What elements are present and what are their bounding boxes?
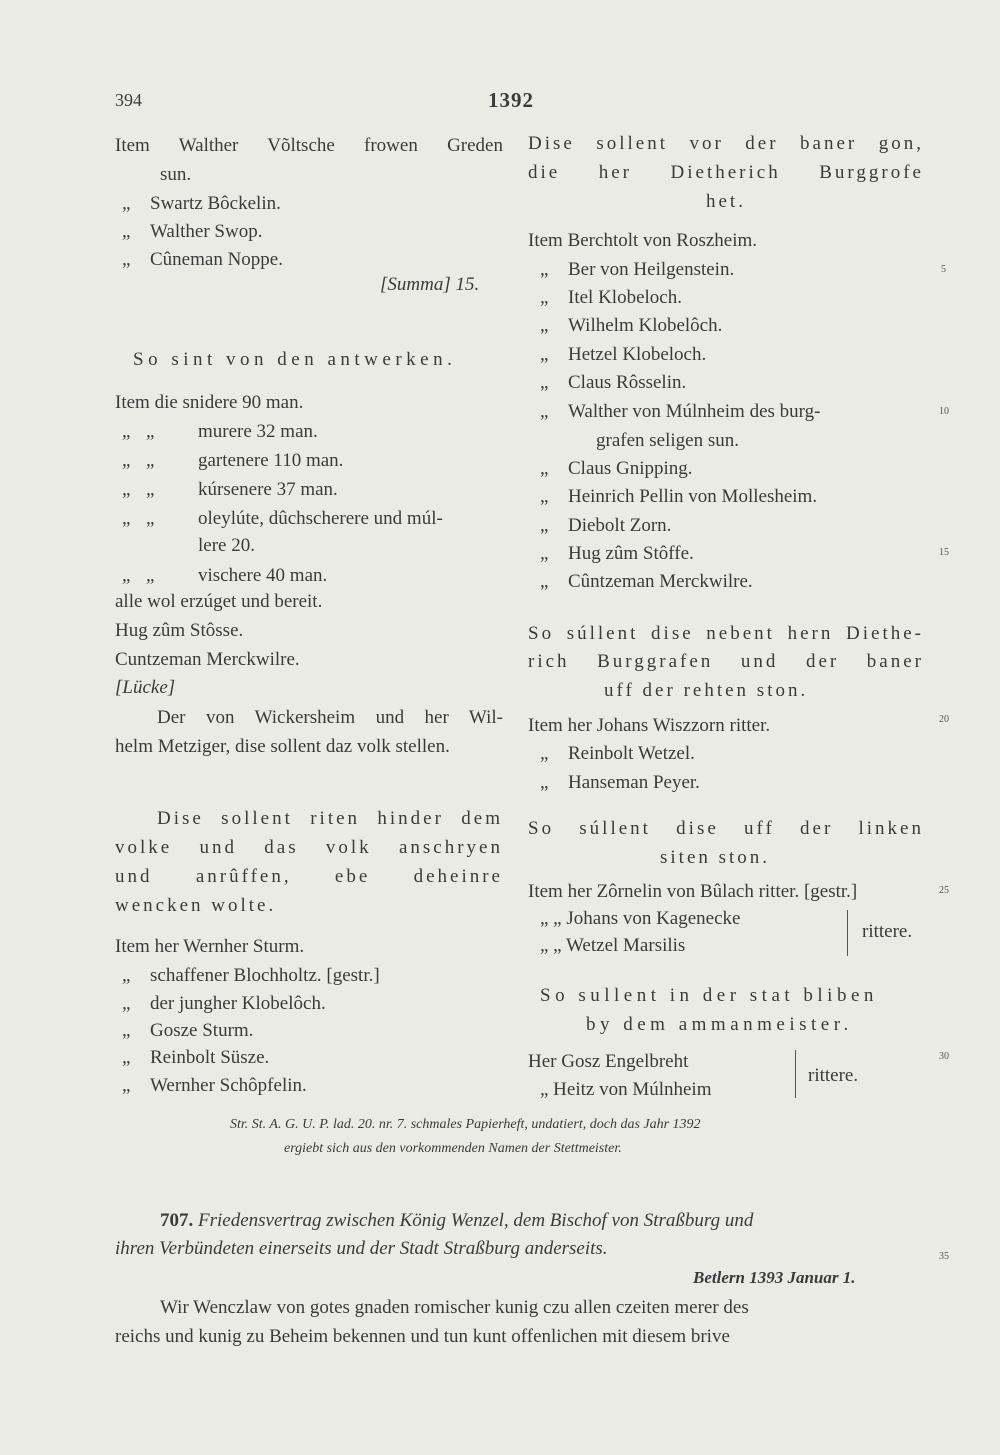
ditto-mark: „ bbox=[122, 1020, 131, 1041]
list-item bbox=[122, 504, 506, 533]
item-text: Ber von Heilgenstein. bbox=[568, 259, 735, 280]
margin-line-number: 25 bbox=[939, 885, 949, 896]
item-text: Claus Gnipping. bbox=[568, 458, 693, 479]
ditto-mark: „ bbox=[122, 249, 131, 270]
item-text: Reinbolt Süsze. bbox=[150, 1047, 270, 1068]
ditto-mark: „ bbox=[122, 221, 131, 242]
list-item bbox=[528, 711, 770, 740]
item-text: Reinbolt Wetzel. bbox=[568, 743, 695, 764]
margin-line-number: 20 bbox=[939, 714, 949, 725]
ditto-mark: „ bbox=[122, 450, 131, 471]
section-heading: siten ston. bbox=[660, 847, 771, 868]
ditto-mark: „ bbox=[540, 772, 549, 793]
list-item bbox=[122, 1016, 253, 1045]
list-item bbox=[122, 989, 326, 1018]
ditto-mark: „ bbox=[540, 458, 549, 479]
item-text: oleylúte, dûchscherere und múl- bbox=[198, 508, 443, 529]
text-line: Cuntzeman Merckwilre. bbox=[115, 649, 300, 670]
list-item: Item die snidere 90 man. bbox=[115, 392, 304, 413]
list-item bbox=[540, 768, 700, 797]
item-text: Cûneman Noppe. bbox=[150, 249, 283, 270]
ditto-mark: „ bbox=[540, 486, 549, 507]
ditto-mark: „ bbox=[122, 565, 131, 586]
list-item bbox=[540, 368, 686, 397]
list-item bbox=[122, 245, 283, 274]
list-item bbox=[122, 217, 262, 246]
section-heading: het. bbox=[706, 191, 746, 212]
list-item bbox=[122, 475, 338, 504]
list-item bbox=[540, 340, 706, 369]
list-item bbox=[122, 1071, 307, 1100]
list-item bbox=[540, 255, 734, 284]
ditto-mark: „ bbox=[122, 508, 131, 529]
section-heading: So sullent in der stat bliben bbox=[540, 985, 878, 1006]
list-item bbox=[122, 561, 327, 590]
item-text: Swartz Bôckelin. bbox=[150, 193, 281, 214]
ditto-mark: „ bbox=[122, 421, 131, 442]
list-item bbox=[540, 511, 671, 540]
item-text: kúrsenere 37 man. bbox=[198, 479, 338, 500]
list-item: Her Gosz Engelbreht bbox=[528, 1051, 689, 1072]
section-heading: volke und das volk anschryen bbox=[115, 837, 503, 858]
ditto-mark: „ bbox=[122, 479, 131, 500]
item-text: her Wernher Sturm. bbox=[154, 936, 305, 957]
item-text: Itel Klobeloch. bbox=[568, 287, 682, 308]
body-line: reichs und kunig zu Beheim bekennen und tun kunt offenlichen mit diesem brive bbox=[115, 1326, 730, 1347]
item-text: sun. bbox=[160, 164, 192, 185]
section-heading: So sint von den antwerken. bbox=[133, 349, 457, 370]
ditto-mark: „ bbox=[540, 571, 549, 592]
item-mark: Item bbox=[115, 936, 150, 957]
source-note: ergiebt sich aus den vorkommenden Namen der Stettmeister. bbox=[284, 1141, 622, 1156]
section-heading: wencken wolte. bbox=[115, 895, 277, 916]
list-item: „ Heitz von Múlnheim bbox=[540, 1079, 712, 1100]
body-line: Wir Wenczlaw von gotes gnaden romischer kunig czu allen czeiten merer des bbox=[160, 1297, 749, 1318]
ditto-mark: „ bbox=[146, 421, 155, 442]
paragraph-line: helm Metziger, dise sollent daz volk stellen. bbox=[115, 736, 450, 757]
ditto-mark: „ bbox=[540, 743, 549, 764]
section-heading: So súllent dise nebent hern Diethe- bbox=[528, 623, 924, 644]
item-text: Heinrich Pellin von Mollesheim. bbox=[568, 486, 818, 507]
item-text: Walther Võltsche frowen Greden bbox=[178, 135, 503, 156]
ditto-mark: „ bbox=[540, 372, 549, 393]
ditto-mark: „ bbox=[146, 565, 155, 586]
margin-line-number: 15 bbox=[939, 547, 949, 558]
item-text: Claus Rôsselin. bbox=[568, 372, 687, 393]
list-item bbox=[540, 539, 694, 568]
item-text: Gosze Sturm. bbox=[150, 1020, 254, 1041]
item-mark: Item bbox=[528, 715, 563, 736]
page-number: 394 bbox=[115, 90, 142, 110]
list-item bbox=[540, 283, 682, 312]
ditto-mark: „ bbox=[122, 993, 131, 1014]
item-text: gartenere 110 man. bbox=[198, 450, 344, 471]
margin-line-number: 10 bbox=[939, 406, 949, 417]
list-item bbox=[540, 482, 817, 511]
brace bbox=[795, 1050, 796, 1098]
item-text: grafen seligen sun. bbox=[596, 430, 739, 451]
document-title bbox=[160, 1210, 753, 1232]
list-item bbox=[122, 417, 318, 446]
section-heading: uff der rehten ston. bbox=[604, 680, 809, 701]
list-item bbox=[122, 1043, 269, 1072]
section-heading: by dem ammanmeister. bbox=[586, 1014, 853, 1035]
document-number: 707. bbox=[160, 1210, 194, 1231]
summa-label: [Summa] 15. bbox=[380, 274, 480, 295]
item-text: Hanseman Peyer. bbox=[568, 772, 700, 793]
brace-label: rittere. bbox=[808, 1065, 859, 1086]
section-heading: Dise sollent vor der baner gon, bbox=[528, 133, 924, 154]
lacuna-note: [Lücke] bbox=[115, 677, 176, 698]
brace bbox=[847, 910, 848, 956]
list-item bbox=[115, 131, 503, 160]
list-item bbox=[122, 961, 380, 990]
item-text: der jungher Klobelôch. bbox=[150, 993, 326, 1014]
list-item bbox=[540, 397, 924, 426]
running-year: 1392 bbox=[488, 88, 534, 112]
text-line: Hug zûm Stôsse. bbox=[115, 620, 244, 641]
item-text: Cûntzeman Merckwilre. bbox=[568, 571, 753, 592]
list-item bbox=[540, 567, 753, 596]
list-item bbox=[160, 160, 191, 189]
item-text: murere 32 man. bbox=[198, 421, 318, 442]
ditto-mark: „ bbox=[122, 193, 131, 214]
item-text: Walther von Múlnheim des burg- bbox=[568, 401, 821, 422]
item-text: her Johans Wiszzorn ritter. bbox=[567, 715, 771, 736]
ditto-mark: „ bbox=[540, 344, 549, 365]
list-item bbox=[122, 446, 343, 475]
item-text: lere 20. bbox=[198, 535, 255, 556]
ditto-mark: „ bbox=[122, 965, 131, 986]
margin-line-number: 35 bbox=[939, 1251, 949, 1262]
list-item bbox=[115, 932, 304, 961]
item-text: Wernher Schôpfelin. bbox=[150, 1075, 307, 1096]
document-title-text: Friedensvertrag zwischen König Wenzel, dem Bischof von Straßburg und bbox=[198, 1210, 754, 1231]
section-heading: So súllent dise uff der linken bbox=[528, 818, 924, 839]
item-text: vischere 40 man. bbox=[198, 565, 328, 586]
list-item bbox=[198, 531, 255, 560]
margin-line-number: 5 bbox=[941, 264, 946, 275]
item-text: Walther Swop. bbox=[150, 221, 263, 242]
list-item: „ „ Johans von Kagenecke bbox=[540, 908, 741, 929]
item-mark: Item bbox=[115, 135, 150, 156]
ditto-mark: „ bbox=[540, 315, 549, 336]
item-text: schaffener Blochholtz. [gestr.] bbox=[150, 965, 380, 986]
ditto-mark: „ bbox=[540, 287, 549, 308]
ditto-mark: „ bbox=[540, 515, 549, 536]
item-mark: Item bbox=[528, 230, 563, 251]
ditto-mark: „ bbox=[122, 1047, 131, 1068]
brace-label: rittere. bbox=[862, 921, 913, 942]
dateline: Betlern 1393 Januar 1. bbox=[693, 1268, 856, 1287]
item-text: Hetzel Klobeloch. bbox=[568, 344, 707, 365]
list-item bbox=[540, 739, 695, 768]
section-heading: Dise sollent riten hinder dem bbox=[157, 808, 503, 829]
ditto-mark: „ bbox=[146, 479, 155, 500]
ditto-mark: „ bbox=[540, 259, 549, 280]
source-note: Str. St. A. G. U. P. lad. 20. nr. 7. schmales Papierheft, undatiert, doch das Jahr 1392 bbox=[230, 1117, 701, 1132]
section-heading: rich Burggrafen und der baner bbox=[528, 651, 924, 672]
paragraph-line: Der von Wickersheim und her Wil- bbox=[157, 707, 503, 728]
list-item bbox=[596, 426, 739, 455]
ditto-mark: „ bbox=[122, 1075, 131, 1096]
list-item bbox=[528, 226, 757, 255]
item-text: Berchtolt von Roszheim. bbox=[567, 230, 758, 251]
ditto-mark: „ bbox=[146, 508, 155, 529]
ditto-mark: „ bbox=[146, 450, 155, 471]
ditto-mark: „ bbox=[540, 543, 549, 564]
list-item bbox=[540, 454, 693, 483]
text-line: alle wol erzúget und bereit. bbox=[115, 591, 323, 612]
item-text: Hug zûm Stôffe. bbox=[568, 543, 694, 564]
section-heading: und anrûffen, ebe deheinre bbox=[115, 866, 503, 887]
item-text: Wilhelm Klobelôch. bbox=[568, 315, 723, 336]
margin-line-number: 30 bbox=[939, 1051, 949, 1062]
section-heading: die her Dietherich Burggrofe bbox=[528, 162, 924, 183]
list-item bbox=[540, 311, 722, 340]
document-title-cont: ihren Verbündeten einerseits und der Stadt Straßburg anderseits. bbox=[115, 1238, 608, 1259]
list-item: Item her Zôrnelin von Bûlach ritter. [gestr.] bbox=[528, 881, 858, 902]
list-item: „ „ Wetzel Marsilis bbox=[540, 935, 686, 956]
ditto-mark: „ bbox=[540, 401, 549, 422]
item-text: Diebolt Zorn. bbox=[568, 515, 672, 536]
list-item bbox=[122, 189, 281, 218]
